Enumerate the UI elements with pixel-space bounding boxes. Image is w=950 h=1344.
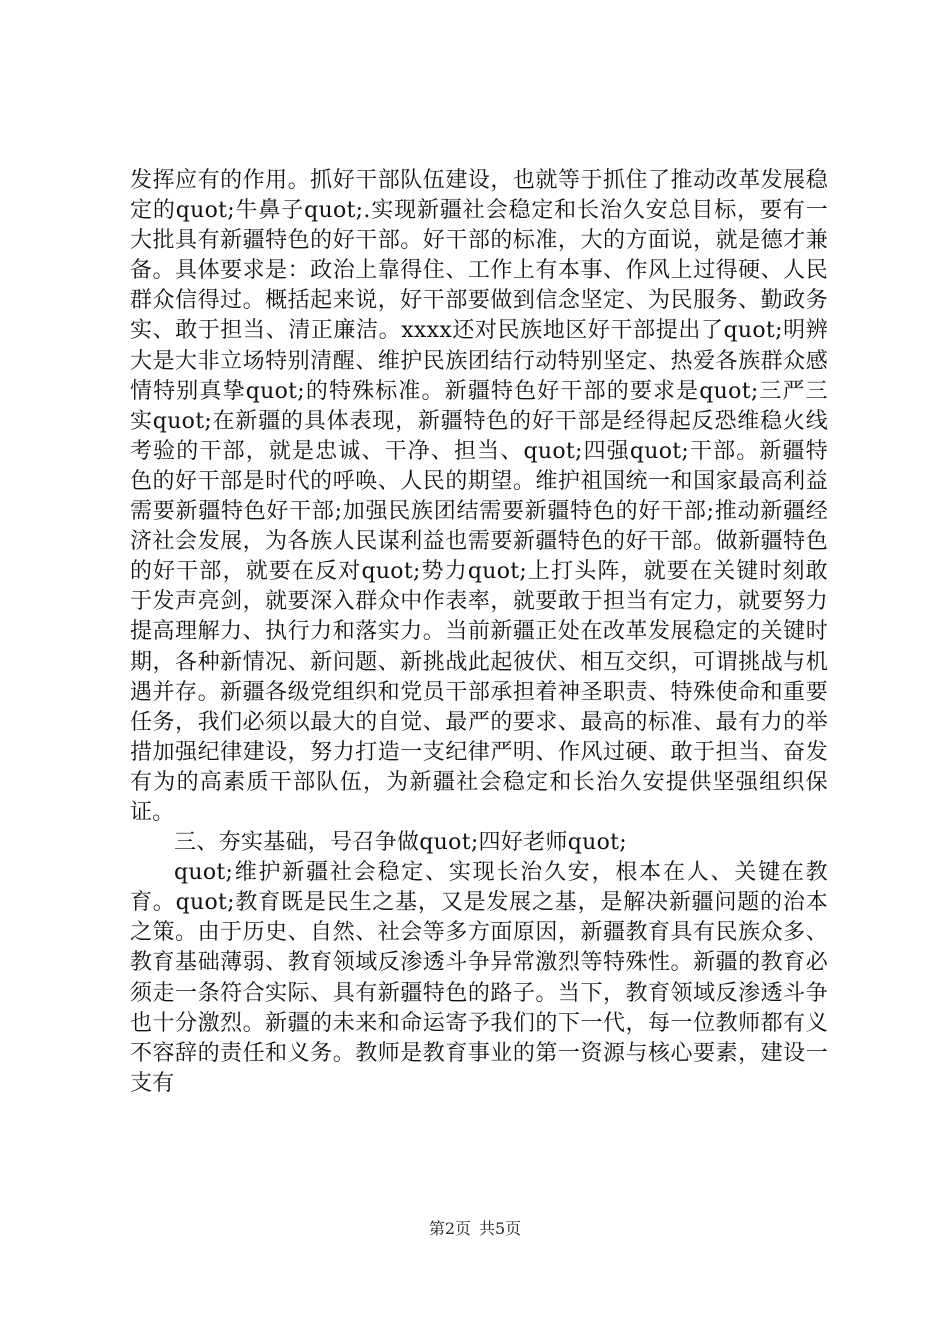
page-footer [0, 1219, 950, 1239]
page-number-current: 第2页 [428, 1219, 471, 1238]
paragraph-education: quot;维护新疆社会稳定、实现长治久安，根本在人、关键在教育。quot;教育既是民生之基，又是发展之基，是解决新疆问题的治本之策。由于历史、自然、社会等多方面原因，新疆教育具有民族众多、教育基础薄弱、教育领域反渗透斗争异常激烈等特殊性。新疆的教育必须走一条符合实际、具有新疆特色的路子。当下，教育领域反渗透斗争也十分激烈。新疆的未来和命运寄予我们的下一代，每一位教师都有义不容辞的责任和义务。教师是教育事业的第一资源与核心要素，建设一支有 [130, 860, 828, 1096]
section-heading-four-good-teachers: 三、夯实基础，号召争做quot;四好老师quot; [174, 830, 628, 856]
paragraph-cadre-building: 发挥应有的作用。抓好干部队伍建设，也就等于抓住了推动改革发展稳定的quot;牛鼻子quot;.实现新疆社会稳定和长治久安总目标，要有一大批具有新疆特色的好干部。好干部的标准，大的方面说，就是德才兼备。具体要求是：政治上靠得住、工作上有本事、作风上过得硬、人民群众信得过。概括起来说，好干部要做到信念坚定、为民服务、勤政务实、敢于担当、清正廉洁。xxxx还对民族地区好干部提出了quot;明辨大是大非立场特别清醒、维护民族团结行动特别坚定、热爱各族群众感情特别真挚quot;的特殊标准。新疆特色好干部的要求是quot;三严三实quot;在新疆的具体表现，新疆特色的好干部是经得起反恐维稳火线考验的干部，就是忠诚、干净、担当、quot;四强quot;干部。新疆特色的好干部是时代的呼唤、人民的期望。维护祖国统一和国家最高利益需要新疆特色好干部;加强民族团结需要新疆特色的好干部;推动新疆经济社会发展，为各族人民谋利益也需要新疆特色的好干部。做新疆特色的好干部，就要在反对quot;势力quot;上打头阵，就要在关键时刻敢于发声亮剑，就要深入群众中作表率，就要敢于担当有定力，就要努力提高理解力、执行力和落实力。当前新疆正处在改革发展稳定的关键时期，各种新情况、新问题、新挑战此起彼伏、相互交织，可谓挑战与机遇并存。新疆各级党组织和党员干部承担着神圣职责、特殊使命和重要任务，我们必须以最大的自觉、最严的要求、最高的标准、最有力的举措加强纪律建设，努力打造一支纪律严明、作风过硬、敢于担当、奋发有为的高素质干部队伍，为新疆社会稳定和长治久安提供坚强组织保证。 [130, 168, 828, 825]
page-number-total: 共5页 [479, 1219, 522, 1238]
document-body [130, 166, 828, 1099]
